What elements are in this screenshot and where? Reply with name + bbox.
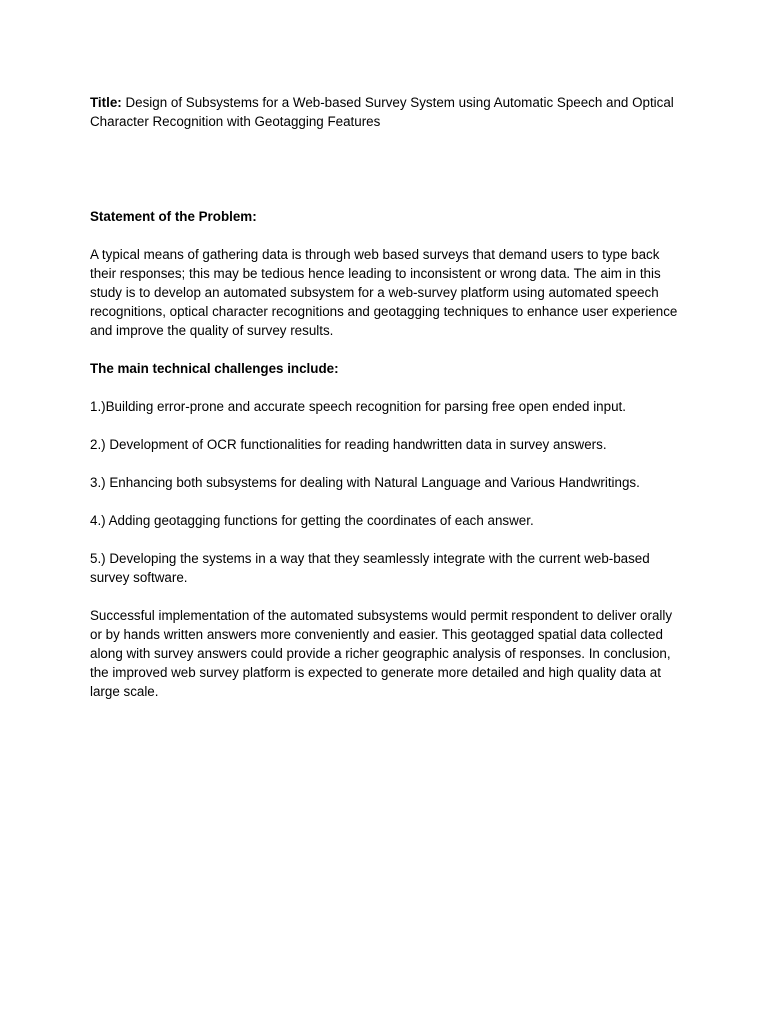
document-title bbox=[90, 93, 686, 131]
problem-heading: Statement of the Problem: bbox=[90, 209, 257, 224]
challenge-item-1: 1.)Building error-prone and accurate speech recognition for parsing free open ended input. bbox=[90, 399, 626, 414]
conclusion-paragraph: Successful implementation of the automated subsystems would permit respondent to deliver orally or by hands written answers more conveniently and easier. This geotagged spatial data collected along with survey answers could provide a richer geographic analysis of responses. In conclusion, the improved web survey platform is expected to generate more detailed and high quality data at large scale. bbox=[90, 608, 673, 699]
title-label: Title: bbox=[90, 95, 122, 110]
document-body bbox=[90, 93, 686, 701]
challenge-item-4: 4.) Adding geotagging functions for getting the coordinates of each answer. bbox=[90, 513, 534, 528]
challenge-item-5: 5.) Developing the systems in a way that they seamlessly integrate with the current web-based survey software. bbox=[90, 551, 650, 585]
challenge-item-3: 3.) Enhancing both subsystems for dealing with Natural Language and Various Handwritings. bbox=[90, 475, 640, 490]
title-text: Design of Subsystems for a Web-based Survey System using Automatic Speech and Optical Character Recognition with Geotagging Features bbox=[90, 95, 674, 129]
challenges-heading: The main technical challenges include: bbox=[90, 361, 339, 376]
intro-paragraph: A typical means of gathering data is through web based surveys that demand users to type back their responses; this may be tedious hence leading to inconsistent or wrong data. The aim in this study is to develop an automated subsystem for a web-survey platform using automated speech recognitions, optical character recognitions and geotagging techniques to enhance user experience and improve the quality of survey results. bbox=[90, 247, 678, 338]
challenge-item-2: 2.) Development of OCR functionalities for reading handwritten data in survey answers. bbox=[90, 437, 607, 452]
